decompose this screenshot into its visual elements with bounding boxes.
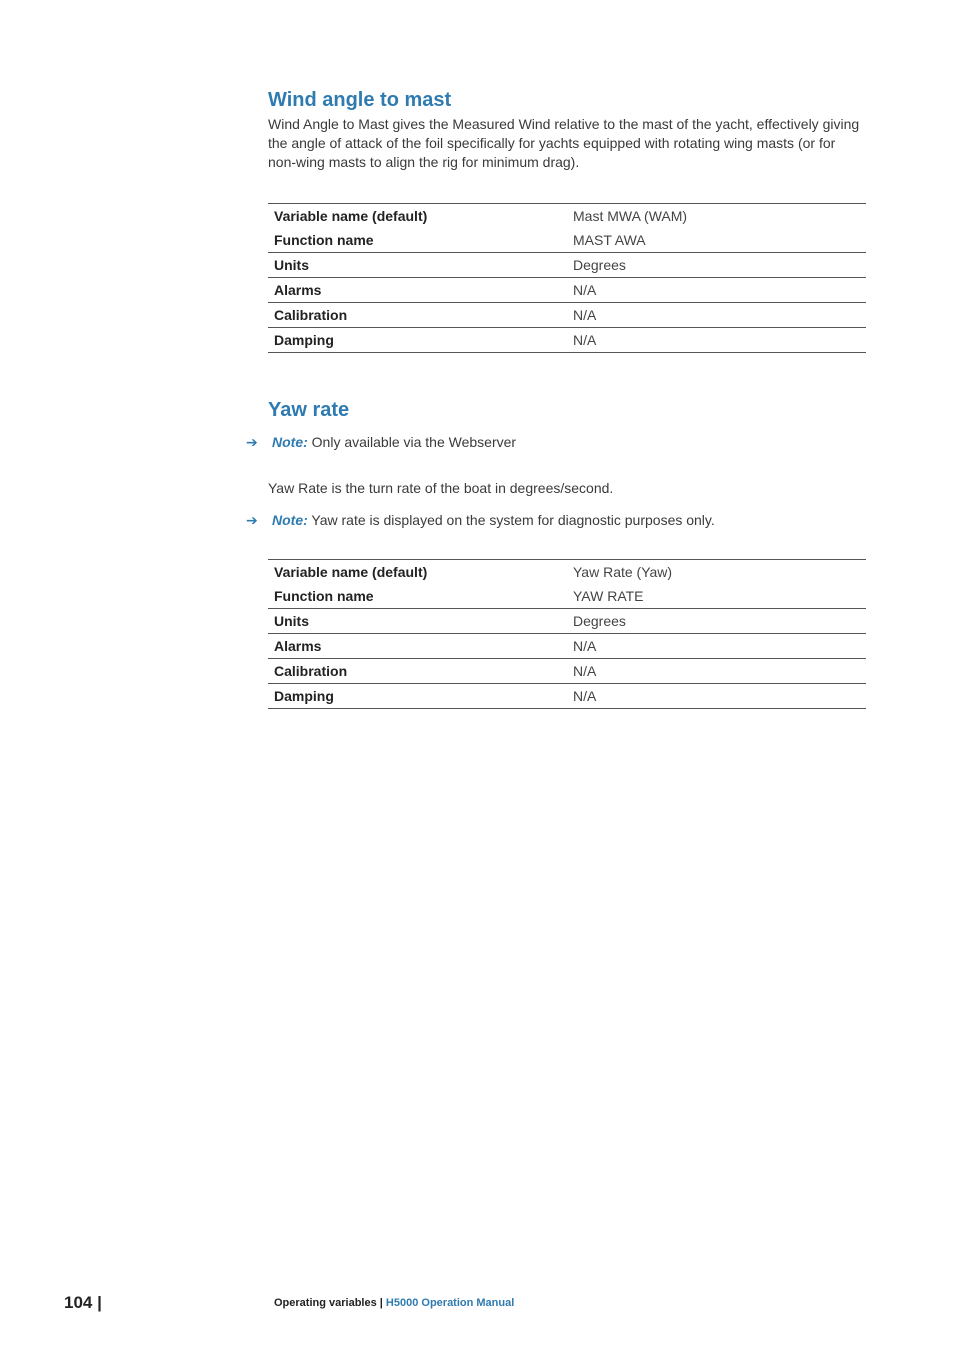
note-text: Yaw rate is displayed on the system for diagnostic purposes only.: [307, 512, 715, 528]
table-key: Calibration: [268, 303, 567, 328]
table-row: [268, 253, 866, 278]
arrow-right-icon: ➔: [246, 512, 258, 528]
table-key: Alarms: [268, 634, 567, 659]
note-diagnostic: [246, 511, 715, 530]
table-key: Alarms: [268, 278, 567, 303]
wind-angle-table: [268, 203, 866, 353]
section-body-yaw-rate: Yaw Rate is the turn rate of the boat in degrees/second.: [268, 480, 614, 496]
table-value: N/A: [567, 303, 866, 328]
table-row: [268, 204, 866, 229]
table-value: N/A: [567, 278, 866, 303]
footer-text: [274, 1297, 514, 1309]
table-key: Calibration: [268, 659, 567, 684]
table-row: [268, 659, 866, 684]
yaw-rate-table: [268, 559, 866, 709]
table-row: [268, 584, 866, 609]
table-key: Variable name (default): [268, 204, 567, 229]
table-value: YAW RATE: [573, 588, 644, 604]
note-label: Note:: [272, 512, 308, 528]
table-row: [268, 278, 866, 303]
section-body-wind-angle: Wind Angle to Mast gives the Measured Wind relative to the mast of the yacht, effectively giving the angle of attack of the foil specifically for yachts equipped with rotating wing masts (or for non-wing masts to align the rig for minimum drag).: [268, 116, 860, 170]
table-key: Function name: [274, 232, 374, 248]
footer-section: Operating variables: [274, 1297, 377, 1309]
arrow-right-icon: ➔: [246, 434, 258, 450]
table-key: Units: [268, 253, 567, 278]
table-key: Damping: [268, 328, 567, 353]
table-key: Function name: [274, 588, 374, 604]
table-key: Variable name (default): [268, 560, 567, 585]
footer-manual: H5000 Operation Manual: [385, 1297, 515, 1309]
table-value: N/A: [567, 634, 866, 659]
table-value: Yaw Rate (Yaw): [567, 560, 866, 585]
table-key: Units: [268, 609, 567, 634]
section-title-yaw-rate: Yaw rate: [268, 399, 350, 421]
table-value: MAST AWA: [573, 232, 646, 248]
table-row: [268, 328, 866, 353]
table-row: [268, 228, 866, 253]
table-value: N/A: [567, 659, 866, 684]
table-row: [268, 634, 866, 659]
table-row: [268, 609, 866, 634]
table-value: N/A: [567, 328, 866, 353]
table-row: [268, 303, 866, 328]
footer-divider: |: [376, 1297, 386, 1309]
table-row: [268, 560, 866, 585]
section-title-wind-angle: Wind angle to mast: [268, 89, 452, 111]
note-text: Only available via the Webserver: [307, 434, 517, 450]
table-value: N/A: [567, 684, 866, 709]
note-label: Note:: [272, 434, 308, 450]
note-webserver: [246, 433, 516, 452]
table-value: Mast MWA (WAM): [567, 204, 866, 229]
table-key: Damping: [268, 684, 567, 709]
table-value: Degrees: [567, 609, 866, 634]
page-number: 104 |: [64, 1293, 102, 1312]
table-row: [268, 684, 866, 709]
table-value: Degrees: [567, 253, 866, 278]
